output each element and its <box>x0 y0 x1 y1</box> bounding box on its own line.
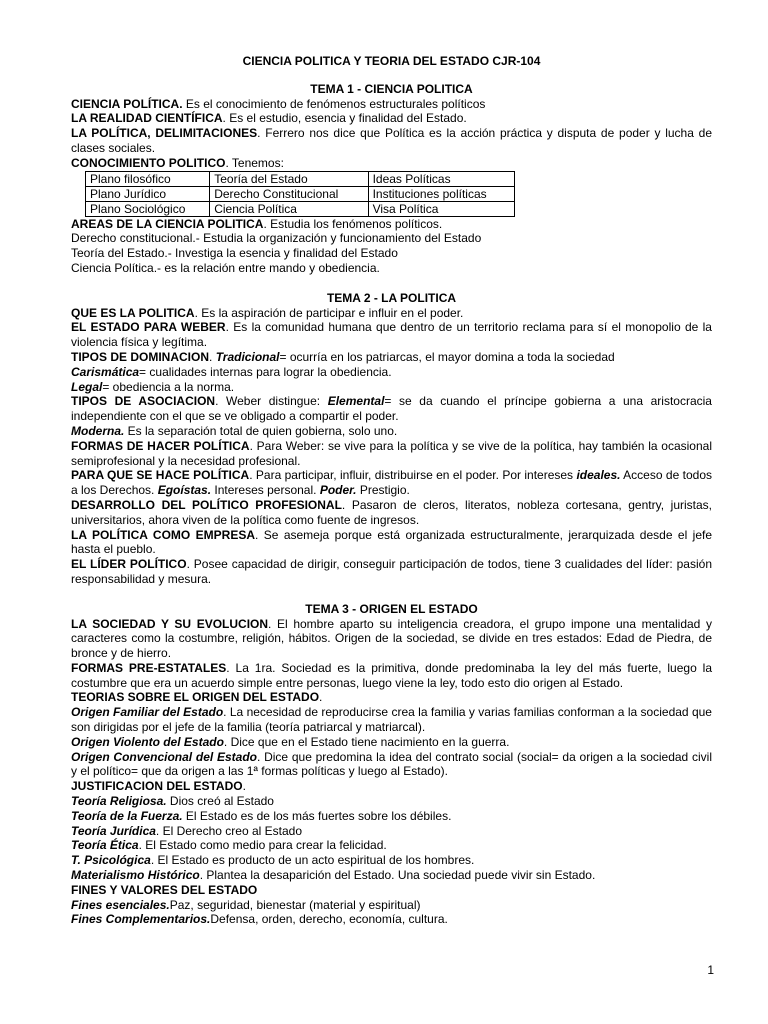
term: TEORIAS SOBRE EL ORIGEN DEL ESTADO <box>71 690 320 705</box>
text: . Para participar, influir, distribuirse en el poder. Por intereses <box>249 468 577 483</box>
tema3-title: TEMA 3 - ORIGEN EL ESTADO <box>305 601 478 616</box>
tema1-paragraph <box>71 156 712 171</box>
text: . Es el estudio, esencia y finalidad del Estado. <box>222 111 467 126</box>
tema3-paragraph <box>71 617 712 661</box>
text: . Es la aspiración de participar e influir en el poder. <box>194 305 464 320</box>
term: QUE ES LA POLITICA <box>71 305 195 320</box>
text: . Pasaron de cleros, literatos, nobleza cortesana, gentry, juristas, universitarios, ahora viven de la política como fuente de ingresos. <box>71 497 712 527</box>
term: AREAS DE LA CIENCIA POLITICA <box>71 216 264 231</box>
subterm: Legal <box>71 379 103 394</box>
text: Es la separación total de quien gobierna, solo uno. <box>124 423 398 438</box>
subterm: ideales. <box>576 468 621 483</box>
table-cell: Plano filosófico <box>86 171 210 186</box>
tema1-line: Ciencia Política.- es la relación entre mando y obediencia. <box>71 260 380 275</box>
tema1-paragraph <box>71 111 712 126</box>
text: . <box>242 779 246 794</box>
table-cell: Plano Sociológico <box>86 201 210 216</box>
subterm: Fines Complementarios. <box>71 912 211 927</box>
text: . Dice que predomina la idea del contrato social (social= da origen a la sociedad civil y el político= que da origen a las 1ª formas políticas y luego al Estado). <box>71 749 712 779</box>
table-row <box>86 201 515 216</box>
table-cell: Ideas Políticas <box>368 171 514 186</box>
tema1-paragraph <box>71 97 712 112</box>
tema3-paragraph <box>71 661 712 691</box>
text: = se da cuando el príncipe gobierna a una aristocracia independiente con el que se ve obligado a compartir el poder. <box>71 394 712 424</box>
term: FORMAS DE HACER POLÍTICA <box>71 438 250 453</box>
text: . Posee capacidad de dirigir, conseguir participación de todos, tiene 3 cualidades del líder: pasión responsabilidad y mesura. <box>71 557 712 586</box>
table-cell: Teoría del Estado <box>210 171 368 186</box>
subterm: Materialismo Histórico <box>71 868 200 883</box>
subterm: Origen Familiar del Estado <box>71 705 224 720</box>
text: . <box>319 690 323 705</box>
tema2-paragraph <box>71 557 712 587</box>
tema1-line: Derecho constitucional.- Estudia la organización y funcionamiento del Estado <box>71 231 482 246</box>
tema3-paragraph <box>71 898 712 913</box>
text: Intereses personal. <box>211 483 320 498</box>
tema3-paragraph <box>71 838 712 853</box>
tema3-paragraph <box>71 779 712 794</box>
text: Acceso de todos a los Derechos. <box>71 468 712 498</box>
text: Es el conocimiento de fenómenos estructurales políticos <box>182 96 486 111</box>
tema3-paragraph <box>71 824 712 839</box>
tema2-paragraph <box>71 306 712 321</box>
term: CONOCIMIENTO POLITICO <box>71 155 226 170</box>
tema1-line: Teoría del Estado.- Investiga la esencia y finalidad del Estado <box>71 246 398 261</box>
subterm: Teoría Religiosa. <box>71 794 167 809</box>
tema2-paragraph <box>71 424 712 439</box>
text: . Plantea la desaparición del Estado. Una sociedad puede vivir sin Estado. <box>199 868 596 883</box>
term: TIPOS DE ASOCIACION <box>71 394 216 409</box>
tema2-paragraph <box>71 498 712 528</box>
subterm: Teoría Ética <box>71 838 139 853</box>
subterm: Origen Violento del Estado <box>71 734 224 749</box>
tema3-paragraph <box>71 705 712 735</box>
subterm: Origen Convencional del Estado <box>71 749 257 764</box>
tema3-paragraph <box>71 912 712 927</box>
table-cell: Derecho Constitucional <box>210 186 368 201</box>
text: . El hombre aparto su inteligencia creadora, el grupo impone una mentalidad y caracteres como la costumbre, religión, hábitos. Origen de la sociedad, se divide en tres estados: Edad de Piedra, de bronce y de hierro. <box>71 616 712 661</box>
tema1-title: TEMA 1 - CIENCIA POLITICA <box>310 81 473 96</box>
tema3-paragraph <box>71 853 712 868</box>
text: . <box>209 349 216 364</box>
term: FORMAS PRE-ESTATALES <box>71 660 227 675</box>
text: . La 1ra. Sociedad es la primitiva, donde predominaba la ley del más fuerte, luego la costumbre que era un acuerdo simple entre personas, luego viene la ley, todo esto dio origen al Estado. <box>71 660 712 690</box>
term: TIPOS DE DOMINACION <box>71 349 210 364</box>
tema3-paragraph <box>71 750 712 780</box>
term: LA POLÍTICA COMO EMPRESA <box>71 527 255 542</box>
term: EL LÍDER POLÍTICO <box>71 557 187 572</box>
subterm: Egoístas. <box>157 483 212 498</box>
text: Defensa, orden, derecho, economía, cultura. <box>210 912 448 927</box>
subterm: Moderna. <box>71 423 125 438</box>
term: DESARROLLO DEL POLÍTICO PROFESIONAL <box>71 497 342 512</box>
tema3-paragraph <box>71 794 712 809</box>
table-cell: Ciencia Política <box>210 201 368 216</box>
section-gap <box>71 276 712 291</box>
text: = ocurría en los patriarcas, el mayor domina a toda la sociedad <box>279 349 615 364</box>
text: . El Estado es producto de un acto espiritual de los hombres. <box>150 853 475 868</box>
tema2-paragraph <box>71 365 712 380</box>
tema3-paragraph <box>71 883 712 898</box>
tema3-paragraph <box>71 809 712 824</box>
tema3-paragraph <box>71 690 712 705</box>
text: . Weber distingue: <box>215 394 328 409</box>
text: . Para Weber: se vive para la política y se vive de la política, hay también la ocasional semiprofesional y la necesidad profesional. <box>71 438 712 468</box>
tema2-paragraph <box>71 380 712 395</box>
subterm: Teoría de la Fuerza. <box>71 808 183 823</box>
subterm: Fines esenciales. <box>71 897 170 912</box>
document-body <box>71 54 712 927</box>
text: . Se asemeja porque está organizada estructuralmente, jerarquizada desde el jefe hasta el pueblo. <box>71 527 712 557</box>
text: Prestigio. <box>356 483 410 498</box>
subterm: Elemental <box>327 394 385 409</box>
table-cell: Instituciones políticas <box>368 186 514 201</box>
tema2-title: TEMA 2 - LA POLITICA <box>326 290 457 305</box>
term: JUSTIFICACION DEL ESTADO <box>71 779 243 794</box>
document-title: CIENCIA POLITICA Y TEORIA DEL ESTADO CJR-104 <box>242 54 541 68</box>
conocimiento-table <box>85 171 515 217</box>
subterm: Tradicional <box>215 349 280 364</box>
term: LA SOCIEDAD Y SU EVOLUCION <box>71 616 269 631</box>
subterm: T. Psicológica <box>71 853 151 868</box>
tema2-paragraph <box>71 468 712 498</box>
term: LA REALIDAD CIENTÍFICA <box>71 111 223 126</box>
table-row <box>86 186 515 201</box>
tema1-paragraph <box>71 126 712 156</box>
text: . Es la comunidad humana que dentro de un territorio reclama para sí el monopolio de la violencia física y legítima. <box>71 320 712 350</box>
tema2-paragraph <box>71 320 712 350</box>
text: = obediencia a la norma. <box>102 379 235 394</box>
tema3-paragraph <box>71 735 712 750</box>
tema3-paragraph <box>71 868 712 883</box>
page-number: 1 <box>707 963 714 977</box>
subterm: Poder. <box>319 483 357 498</box>
text: . El Estado como medio para crear la felicidad. <box>138 838 387 853</box>
text: Dios creó al Estado <box>166 794 274 809</box>
table-row <box>86 171 515 186</box>
text: . El Derecho creo al Estado <box>155 823 302 838</box>
section-gap <box>71 587 712 602</box>
tema2-paragraph <box>71 394 712 424</box>
tema1-paragraph <box>71 217 712 232</box>
table-cell: Visa Política <box>368 201 514 216</box>
text: El Estado es de los más fuertes sobre los débiles. <box>182 808 452 823</box>
term: PARA QUE SE HACE POLÍTICA <box>71 468 250 483</box>
text: . Tenemos: <box>225 155 284 170</box>
term: EL ESTADO PARA WEBER <box>71 320 226 335</box>
term: LA POLÍTICA, DELIMITACIONES <box>71 126 258 141</box>
tema2-paragraph <box>71 439 712 469</box>
text: . La necesidad de reproducirse crea la familia y varias familias conforman a la sociedad que son dirigidas por el jefe de la familia (teoría patriarcal y matriarcal). <box>71 705 712 735</box>
tema2-paragraph <box>71 528 712 558</box>
text: . Ferrero nos dice que Política es la acción práctica y disputa de poder y lucha de clases sociales. <box>71 126 712 155</box>
text: . Dice que en el Estado tiene nacimiento en la guerra. <box>223 734 510 749</box>
text: . Estudia los fenómenos políticos. <box>263 216 443 231</box>
subterm: Teoría Jurídica <box>71 823 156 838</box>
text: Paz, seguridad, bienestar (material y espiritual) <box>169 897 421 912</box>
tema2-paragraph <box>71 350 712 365</box>
term: FINES Y VALORES DEL ESTADO <box>71 882 258 897</box>
term: CIENCIA POLÍTICA. <box>71 96 183 111</box>
subterm: Carismática <box>71 364 140 379</box>
text: = cualidades internas para lograr la obediencia. <box>139 364 392 379</box>
table-cell: Plano Jurídico <box>86 186 210 201</box>
